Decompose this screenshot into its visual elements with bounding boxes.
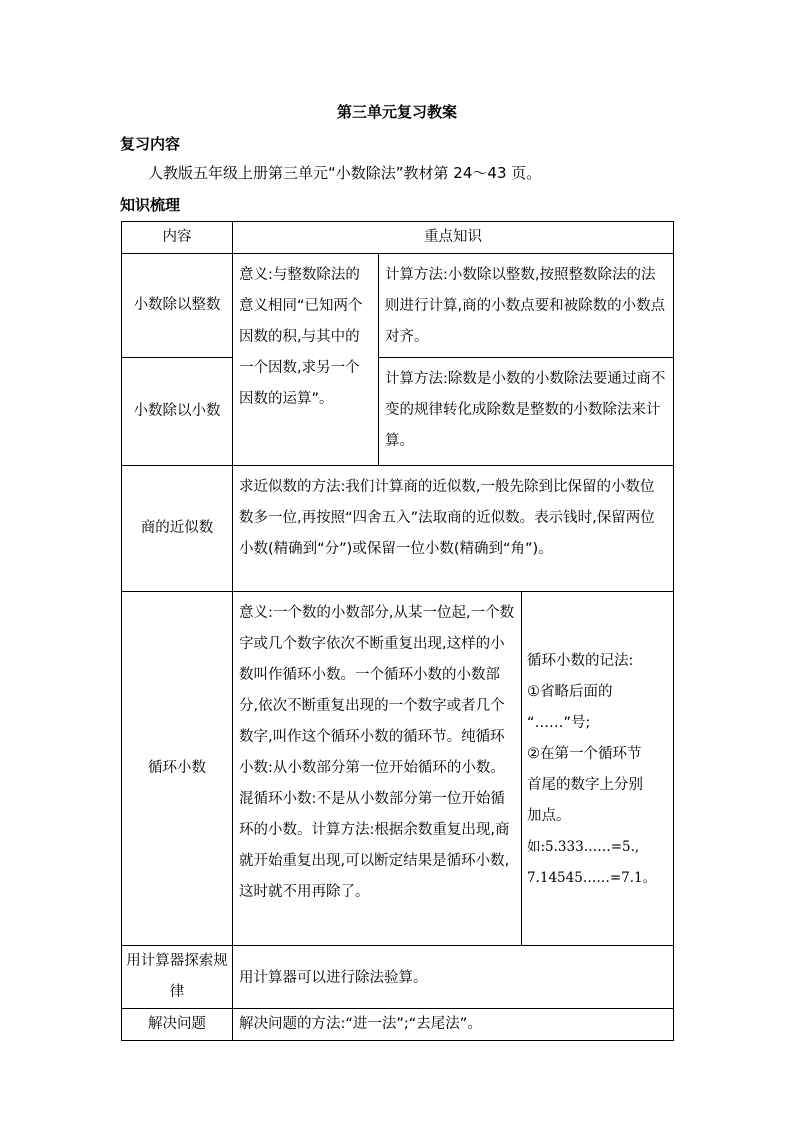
recurring-cell	[233, 592, 522, 946]
table-row	[122, 1009, 674, 1041]
header-content: 内容	[122, 222, 233, 254]
note-line: 循环小数的记法:	[527, 652, 634, 669]
div-decimal-method-cell	[379, 358, 674, 466]
row-label-div-integer: 小数除以整数	[122, 254, 233, 358]
solve-text: 解决问题的方法:“进一法”;“去尾法”。	[239, 1016, 482, 1032]
note-line: 如:5.333……=5.,	[527, 838, 640, 855]
row-label-calculator: 用计算器探索规律	[122, 946, 233, 1009]
review-text: 人教版五年级上册第三单元“小数除法”教材第 24～43 页。	[148, 164, 542, 182]
note-line: “……”号;	[527, 714, 591, 731]
solve-cell	[233, 1009, 674, 1041]
knowledge-heading: 知识梳理	[120, 196, 181, 214]
table-row	[122, 466, 674, 592]
calculator-text: 用计算器可以进行除法验算。	[239, 969, 428, 986]
document-title: 第三单元复习教案	[336, 103, 457, 121]
table-row	[122, 254, 674, 358]
approx-text: 求近似数的方法:我们计算商的近似数,一般先除到比保留的小数位数多一位,再按照“四舍五入”法取商的近似数。表示钱时,保留两位小数(精确到“分”)或保留一位小数(精确到“角”)。	[239, 479, 655, 557]
note-line: 加点。	[527, 807, 571, 824]
div-decimal-method-text: 计算方法:除数是小数的小数除法要通过商不变的规律转化成除数是整数的小数除法来计算。	[385, 371, 666, 449]
recurring-note-cell	[522, 592, 674, 946]
note-line: 7.14545……=7.1。	[527, 869, 657, 886]
row-label-recurring: 循环小数	[122, 592, 233, 946]
knowledge-table	[121, 221, 674, 1041]
recurring-text: 意义:一个数的小数部分,从某一位起,一个数字或几个数字依次不断重复出现,这样的小数叫作循环小数。一个循环小数的小数部分,依次不断重复出现的一个数字或者几个数字,叫作这个循环小数的循环节。纯循环小数:从小数部分第一位开始循环的小数。混循环小数:不是从小数部分第一位开始循环的小数。计算方法:根据余数重复出现,商就开始重复出现,可以断定结果是循环小数,这时就不用再除了。	[239, 605, 515, 900]
note-line: ①省略后面的	[527, 683, 613, 700]
review-heading: 复习内容	[120, 135, 181, 153]
recurring-note	[522, 642, 673, 896]
row-label-approx: 商的近似数	[122, 466, 233, 592]
table-row	[122, 358, 674, 466]
row-label-solve: 解决问题	[122, 1009, 233, 1041]
note-line: 首尾的数字上分别	[527, 776, 643, 793]
approx-cell	[233, 466, 674, 592]
table-row	[122, 946, 674, 1009]
calculator-cell	[233, 946, 674, 1009]
row-label-div-decimal: 小数除以小数	[122, 358, 233, 466]
header-key-knowledge: 重点知识	[233, 222, 674, 254]
note-line: ②在第一个循环节	[527, 745, 642, 762]
div-integer-method-text: 计算方法:小数除以整数,按照整数除法的法则进行计算,商的小数点要和被除数的小数点对齐。	[385, 267, 666, 345]
shared-meaning-text: 意义:与整数除法的意义相同“已知两个因数的积,与其中的一个因数,求另一个因数的运算”。	[239, 267, 363, 407]
table-header-row	[122, 222, 674, 254]
shared-meaning-cell	[233, 254, 379, 466]
table-row	[122, 592, 674, 946]
div-integer-method-cell	[379, 254, 674, 358]
